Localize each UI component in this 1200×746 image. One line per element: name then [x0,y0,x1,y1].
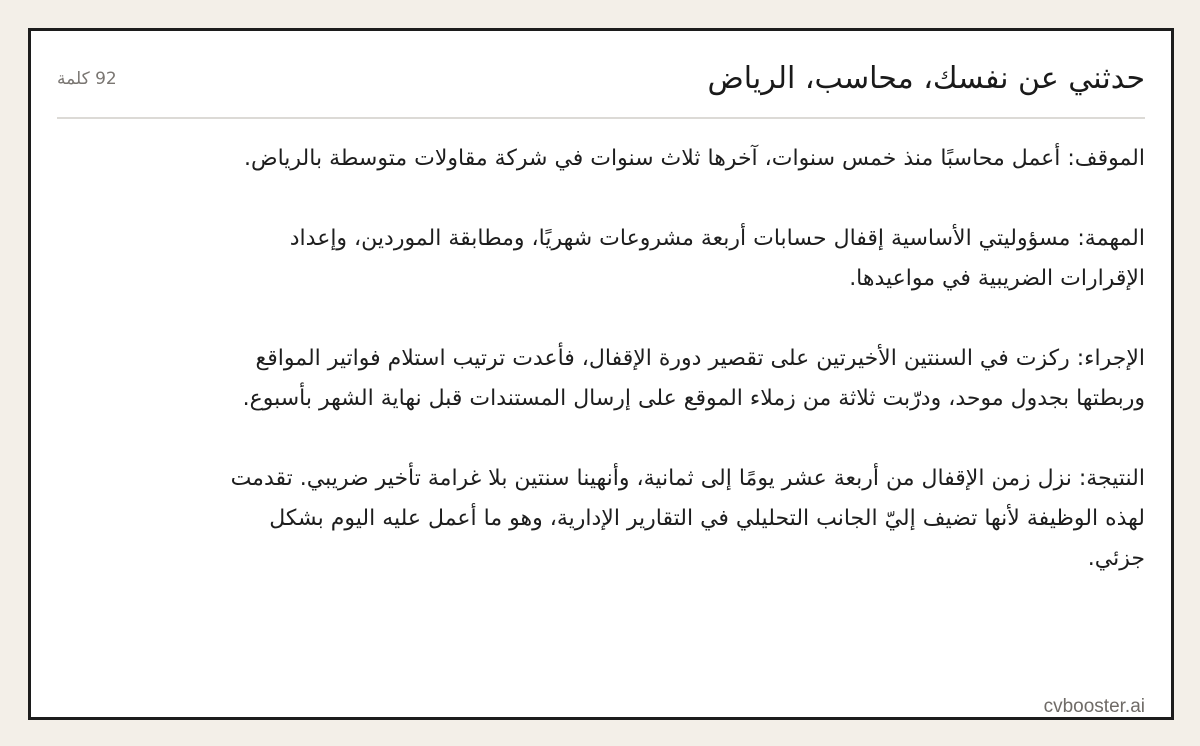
card-header [57,53,1145,119]
paragraph-situation: الموقف: أعمل محاسبًا منذ خمس سنوات، آخرها ثلاث سنوات في شركة مقاولات متوسطة بالرياض. [243,146,1145,171]
answer-card [28,28,1174,720]
paragraph-result: النتيجة: نزل زمن الإقفال من أربعة عشر يومًا إلى ثمانية، وأنهينا سنتين بلا غرامة تأخير ضريبي. تقدمت لهذه الوظيفة لأنها تضيف إليّ الجانب التحليلي في التقارير الإدارية، وهو ما أعمل عليه اليوم بشكل جزئي. [230,466,1145,571]
question-title: حدثني عن نفسك، محاسب، الرياض [707,61,1145,96]
paragraph-action: الإجراء: ركزت في السنتين الأخيرتين على تقصير دورة الإقفال، فأعدت ترتيب استلام فواتير المواقع وربطتها بجدول موحد، ودرّبت ثلاثة من زملاء الموقع على إرسال المستندات قبل نهاية الشهر بأسبوع. [242,346,1145,411]
brand-footer: cvbooster.ai [1043,696,1145,717]
paragraph-task: المهمة: مسؤوليتي الأساسية إقفال حسابات أربعة مشروعات شهريًا، ومطابقة الموردين، وإعداد الإقرارات الضريبية في مواعيدها. [289,226,1145,291]
word-count-badge: 92 كلمة [57,69,117,89]
answer-body [210,139,1145,579]
